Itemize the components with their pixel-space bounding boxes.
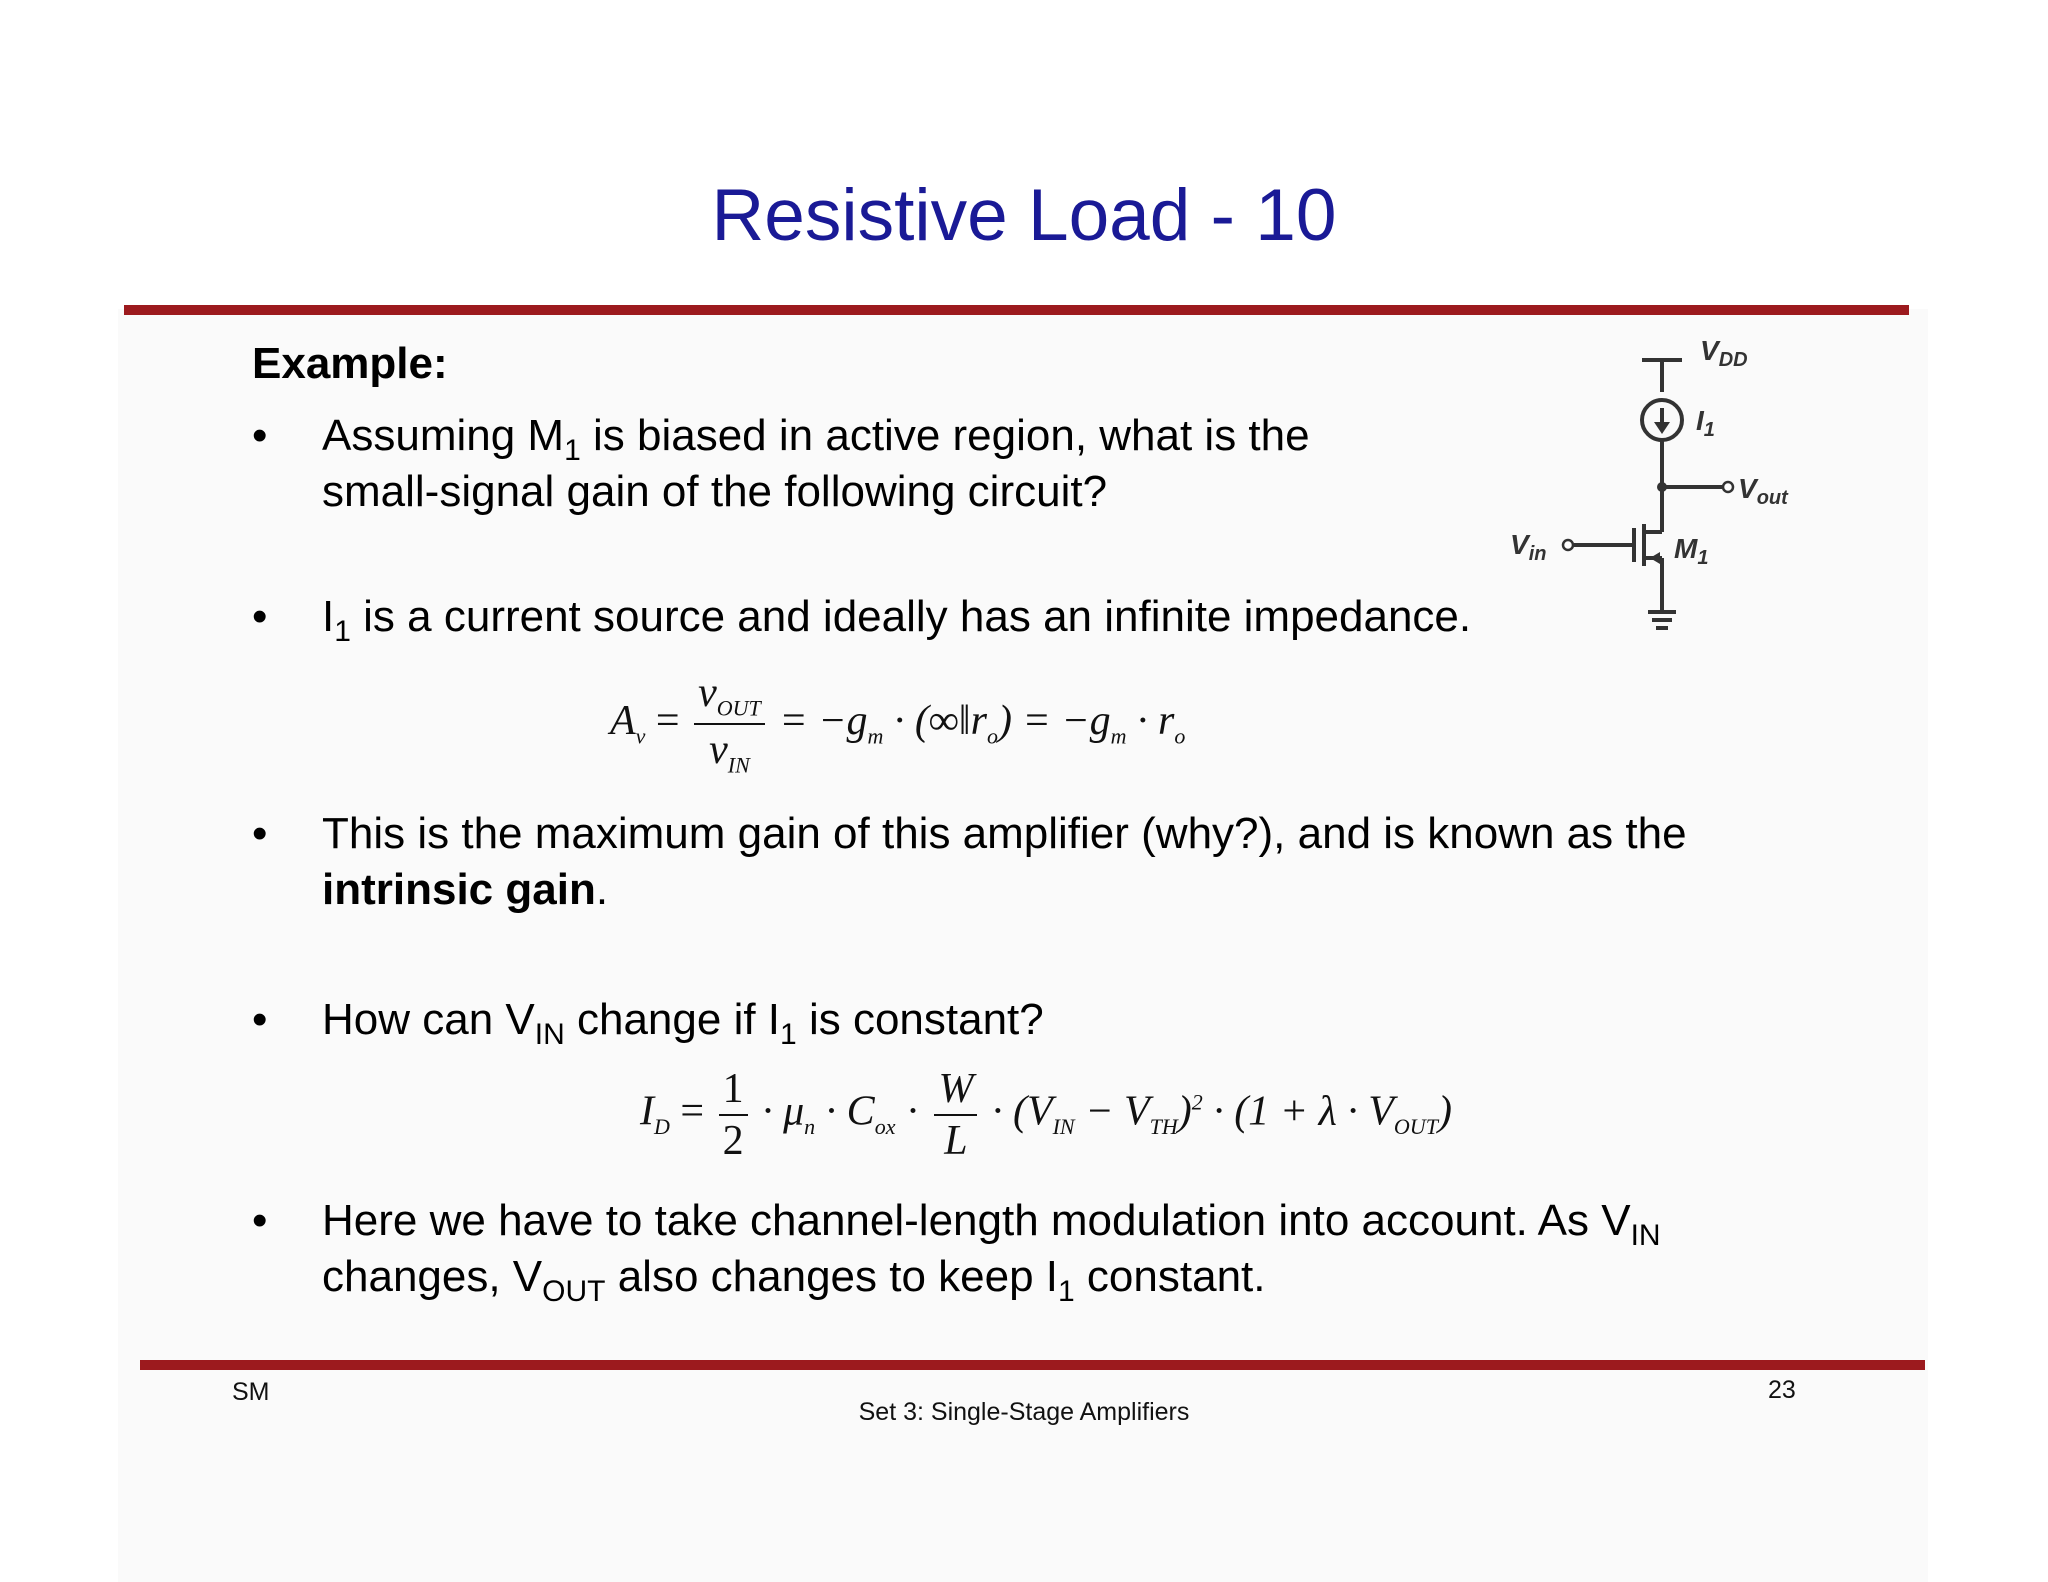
title-divider: [124, 305, 1909, 315]
page-number: 23: [1768, 1376, 1796, 1404]
width-length-fraction: $\frac{W}{L}$: [934, 1068, 977, 1162]
common-source-circuit-diagram: [1510, 330, 1840, 660]
bullet-text-4: How can $V_{IN}$ change if $I_1$ is constant?: [322, 995, 1044, 1051]
source-arrow-icon: [1650, 552, 1660, 564]
bullet-text-5: Here we have to take channel-length modulation into account. As $V_{IN}$ changes, $V_{OUT}$ also changes to keep $I_1$ constant.: [322, 1196, 1661, 1308]
i1-label: $I_1$: [1696, 405, 1715, 441]
output-terminal: [1723, 482, 1733, 492]
input-terminal: [1563, 540, 1573, 550]
vin-label: $V_{in}$: [1510, 529, 1547, 565]
bullet-marker: •: [252, 809, 268, 858]
bullet-text-1: Assuming $M_1$ is biased in active region, what is the small-signal gain of the following circuit?: [322, 411, 1310, 516]
gain-equation: $A_v$ = $\frac{v_{OUT}}{v_{IN}}$ = $-g_m$ · $(\infty‖r_o) = -g_m \cdot r_o$: [610, 670, 1186, 778]
footer-set-title: Set 3: Single-Stage Amplifiers: [858, 1398, 1190, 1426]
output-node: [1657, 482, 1667, 492]
bullet-text-3: This is the maximum gain of this amplifier (why?), and is known as the intrinsic gain.: [322, 809, 1687, 914]
bullet-marker: •: [252, 995, 268, 1044]
bullet-marker: •: [252, 1196, 268, 1245]
vout-label: $V_{out}$: [1738, 473, 1788, 509]
bullet-marker: •: [252, 592, 268, 641]
bullet-text-2: $I_1$ is a current source and ideally has an infinite impedance.: [322, 592, 1472, 648]
vdd-label: $V_{DD}$: [1700, 335, 1748, 371]
half-fraction: $\frac{1}{2}$: [719, 1068, 748, 1162]
slide-title: Resistive Load - 10: [711, 175, 1337, 256]
gain-fraction: $\frac{v_{OUT}}{v_{IN}}$: [694, 672, 765, 777]
example-label: Example:: [252, 339, 448, 388]
m1-label: $M_1$: [1674, 533, 1709, 569]
footer-author: SM: [232, 1378, 270, 1406]
footer-divider: [140, 1360, 1925, 1370]
bullet-marker: •: [252, 411, 268, 460]
drain-current-equation: $I_D$ = $\frac{1}{2}$ · $\mu_n \cdot C_{ox}$ · $\frac{W}{L}$ · $(V_{IN} - V_{TH})^2 \cdot (1 + \lambda \cdot V_{OUT})$: [640, 1066, 1452, 1164]
